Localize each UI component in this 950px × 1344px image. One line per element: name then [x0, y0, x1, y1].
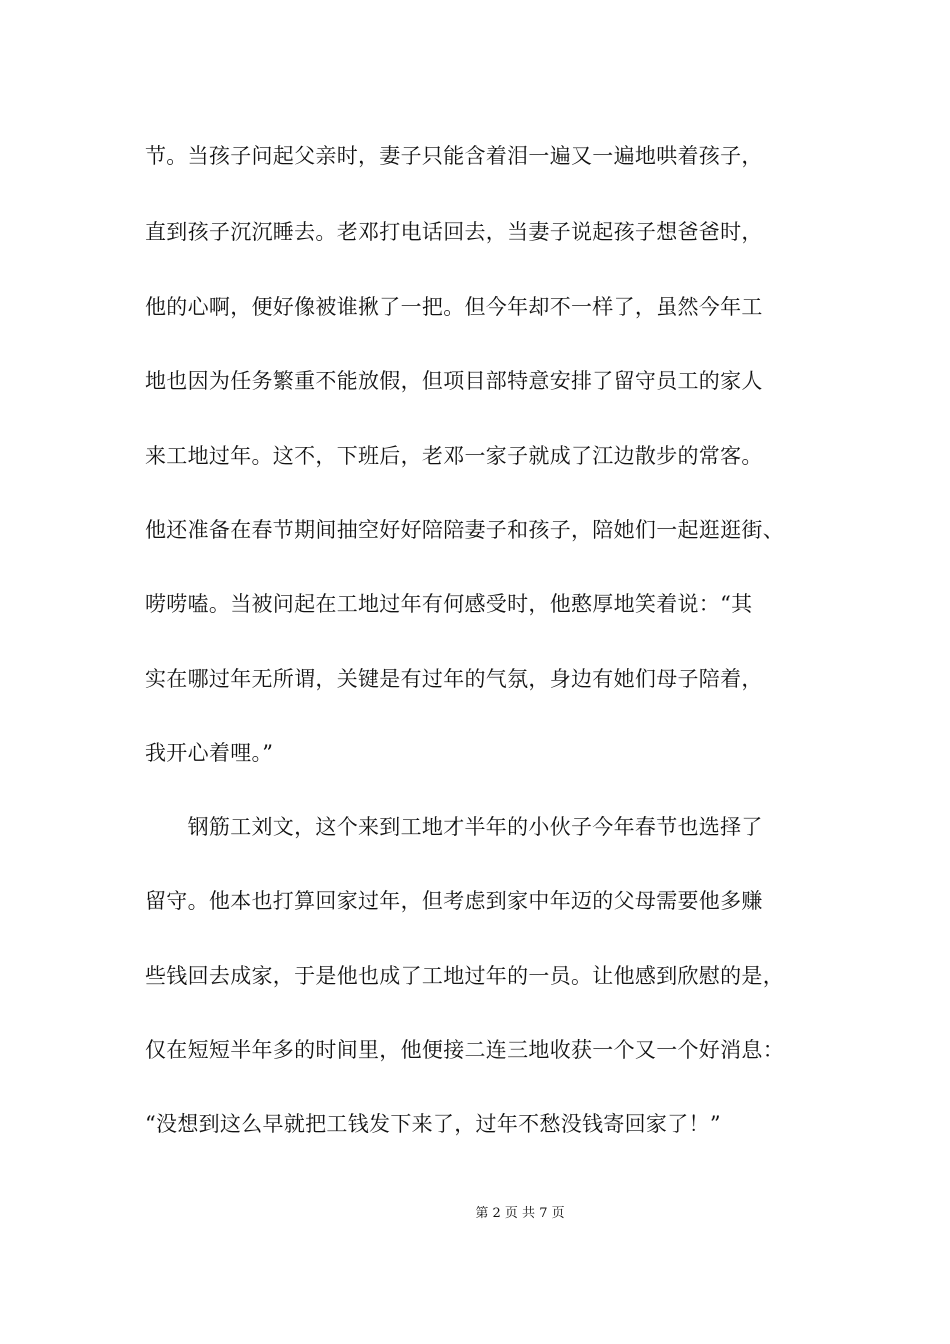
- text-line-1: 节。当孩子问起父亲时，妻子只能含着泪一遍又一遍地哄着孩子，: [145, 144, 763, 168]
- text-line-11: 留守。他本也打算回家过年，但考虑到家中年迈的父母需要他多赚: [145, 889, 763, 913]
- text-line-3: 他的心啊，便好像被谁揪了一把。但今年却不一样了，虽然今年工: [145, 295, 763, 319]
- text-line-7: 唠唠嗑。当被问起在工地过年有何感受时，他憨厚地笑着说：“其: [145, 592, 753, 616]
- text-line-14: “没想到这么早就把工钱发下来了，过年不愁没钱寄回家了！”: [145, 1112, 721, 1136]
- text-line-10: 钢筋工刘文，这个来到工地才半年的小伙子今年春节也选择了: [145, 815, 763, 839]
- page-number-footer: 第 2 页 共 7 页: [475, 1206, 565, 1221]
- text-line-6: 他还准备在春节期间抽空好好陪陪妻子和孩子，陪她们一起逛逛街、: [145, 518, 784, 542]
- text-line-12: 些钱回去成家，于是他也成了工地过年的一员。让他感到欣慰的是，: [145, 964, 784, 988]
- text-line-2: 直到孩子沉沉睡去。老邓打电话回去，当妻子说起孩子想爸爸时，: [145, 220, 763, 244]
- text-line-5: 来工地过年。这不，下班后，老邓一家子就成了江边散步的常客。: [145, 444, 763, 468]
- text-line-8: 实在哪过年无所谓，关键是有过年的气氛，身边有她们母子陪着，: [145, 667, 763, 691]
- text-line-13: 仅在短短半年多的时间里，他便接二连三地收获一个又一个好消息：: [145, 1038, 784, 1062]
- text-line-4: 地也因为任务繁重不能放假，但项目部特意安排了留守员工的家人: [145, 369, 763, 393]
- text-line-9: 我开心着哩。”: [145, 741, 274, 765]
